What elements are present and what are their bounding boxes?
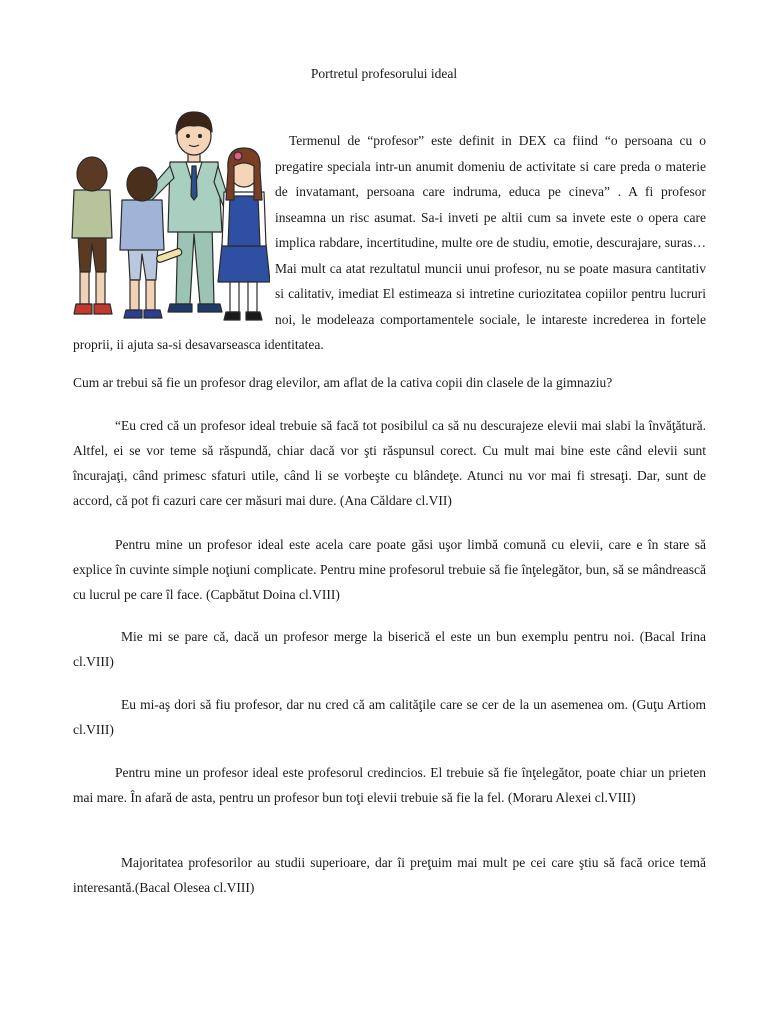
answer-paragraph xyxy=(73,532,706,607)
answer-text: Majoritatea profesorilor au studii superioare, dar îi preţuim mai mult pe cei care ştiu să facă orice temă interesantă.(Bacal Olesea cl.VIII) xyxy=(73,855,706,895)
intro-paragraph xyxy=(73,128,706,358)
answer-text: Eu mi-aş dori să fiu profesor, dar nu cred că am calităţile care se cer de la un asemenea om. (Guţu Artiom cl.VIII) xyxy=(73,697,706,737)
illustration-spacer xyxy=(73,128,275,328)
page-title: Portretul profesorului ideal xyxy=(310,66,458,81)
survey-question: Cum ar trebui să fie un profesor drag elevilor, am aflat de la cativa copii din clasele de la gimnaziu? xyxy=(73,375,613,390)
answer-paragraph xyxy=(73,692,706,742)
answer-text: Pentru mine un profesor ideal este profesorul credincios. El trebuie să fie înţelegător, poate chiar un prieten mai mare. În afară de asta, pentru un profesor bun toţi elevii trebuie să fie la fel. (Moraru Alexei cl.VIII) xyxy=(73,765,706,805)
answer-paragraph xyxy=(73,850,706,900)
answer-text: Pentru mine un profesor ideal este acela care poate găsi uşor limbă comună cu elevii, care e în stare să explice în cuvinte simple noţiuni complicate. Pentru mine profesorul trebuie să fie înţelegător, bun, să se mândrească cu lucrul pe care îl face. (Capbătut Doina cl.VIII) xyxy=(73,537,706,602)
answer-text: Mie mi se pare că, dacă un profesor merge la biserică el este un bun exemplu pentru noi. (Bacal Irina cl.VIII) xyxy=(73,629,706,669)
answer-text: “Eu cred că un profesor ideal trebuie să facă tot posibilul ca să nu descurajeze elevii mai slabi la învăţătură. Altfel, ei se vor teme să răspundă, chiar dacă vor şti răspunsul corect. Cu mult mai bine este când elevii sunt încurajaţi, când primesc sfaturi utile, când li se vorbeşte cu blândeţe. Atunci nu vor mai fi stresaţi. Dar, sunt de accord, că pot fi cazuri care cer măsuri mai dure. (Ana Căldare cl.VII) xyxy=(73,418,706,508)
answer-paragraph xyxy=(73,624,706,674)
answer-paragraph xyxy=(73,413,706,513)
answer-paragraph xyxy=(73,760,706,810)
intro-text: Termenul de “profesor” este definit in DEX ca fiind “o persoana cu o pregatire speciala intr-un anumit domeniu de activitate si care preda o materie de invatamant, persoana care indruma, educa pe cineva” . A fi profesor inseamna un risc asumat. Sa-i inveti pe altii cum sa invete este o opera care implica rabdare, incertitudine, multe ore de studiu, emotie, descurajare, suras…Mai mult ca atat rezultatul muncii unui profesor, nu se poate masura cantitativ si calitativ, imediat El estimeaza si intretine curiozitatea copiilor pentru lucruri noi, le modeleaza comportamentele sociale, le intareste increderea in fortele proprii, ii ajuta sa-si desavarseasca identitatea. xyxy=(73,133,706,352)
